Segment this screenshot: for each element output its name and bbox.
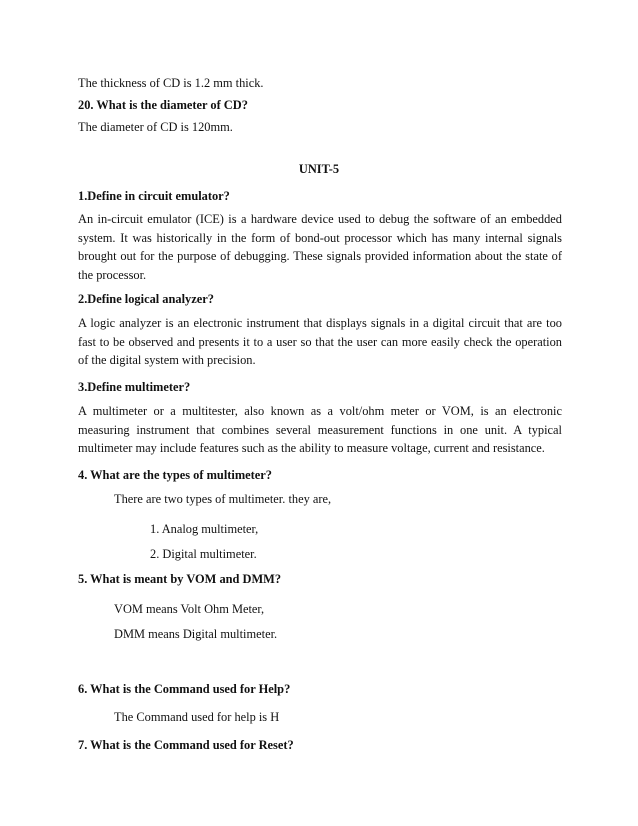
question-5: 5. What is meant by VOM and DMM? <box>78 572 282 586</box>
answer-20: The diameter of CD is 120mm. <box>78 120 233 134</box>
question-2: 2.Define logical analyzer? <box>78 292 214 306</box>
question-20: 20. What is the diameter of CD? <box>78 98 248 112</box>
answer-2: A logic analyzer is an electronic instrument that displays signals in a digital circuit that are too fast to be observed and presents it to a user so that the user can more easily check the operation of the digital system with precision. <box>78 316 562 367</box>
answer-5-line-2: DMM means Digital multimeter. <box>114 627 278 641</box>
answer-4-intro: There are two types of multimeter. they are, <box>114 492 332 506</box>
unit-heading: UNIT-5 <box>298 162 340 176</box>
question-1: 1.Define in circuit emulator? <box>78 189 230 203</box>
answer-6: The Command used for help is H <box>114 710 280 724</box>
answer-3: A multimeter or a multitester, also known as a volt/ohm meter or VOM, is an electronic measuring instrument that combines several measurement functions in one unit. A typical multimeter may include features such as the ability to measure voltage, current and resistance. <box>78 404 562 455</box>
question-7: 7. What is the Command used for Reset? <box>78 738 294 752</box>
question-4: 4. What are the types of multimeter? <box>78 468 272 482</box>
answer-4-item-2: 2. Digital multimeter. <box>150 547 257 561</box>
answer-5-line-1: VOM means Volt Ohm Meter, <box>114 602 265 616</box>
cd-thickness-text: The thickness of CD is 1.2 mm thick. <box>78 76 264 90</box>
question-3: 3.Define multimeter? <box>78 380 191 394</box>
question-6: 6. What is the Command used for Help? <box>78 682 291 696</box>
answer-1: An in-circuit emulator (ICE) is a hardware device used to debug the software of an embedded system. It was historically in the form of bond-out processor which has many internal signals brought out for the purpose of debugging. These signals provided information about the state of the processor. <box>78 212 562 282</box>
answer-4-item-1: 1. Analog multimeter, <box>150 522 259 536</box>
